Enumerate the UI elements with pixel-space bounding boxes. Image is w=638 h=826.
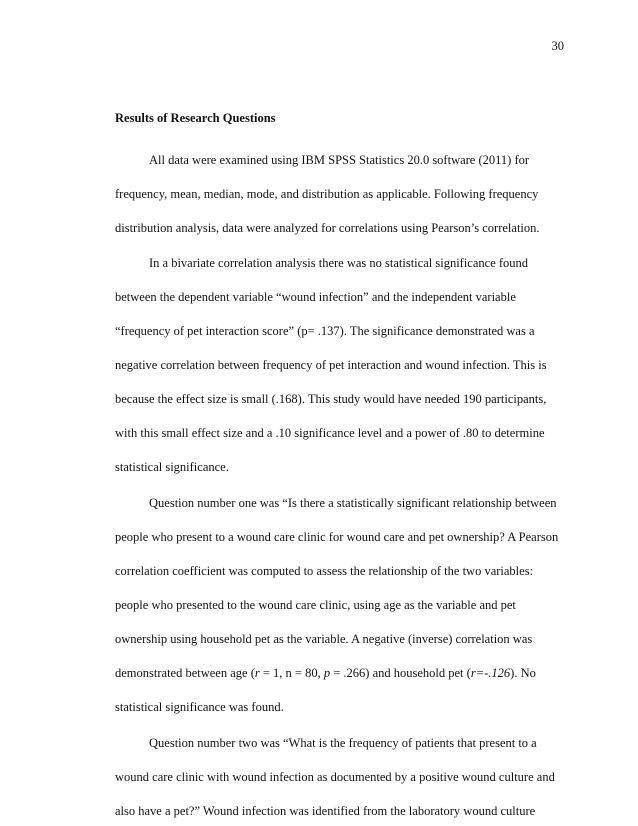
stat-text: ). No bbox=[510, 666, 536, 681]
paragraph-line: negative correlation between frequency of pet interaction and wound infection. This is bbox=[115, 358, 547, 373]
stat-symbol-r: r bbox=[254, 666, 260, 681]
paragraph-line: ownership using household pet as the variable. A negative (inverse) correlation was bbox=[115, 632, 533, 647]
paragraph-3 bbox=[115, 495, 559, 715]
body-text bbox=[115, 110, 559, 819]
paragraph-line: with this small effect size and a .10 significance level and a power of .80 to determine bbox=[115, 426, 545, 441]
paragraph-line: statistical significance was found. bbox=[115, 700, 284, 715]
paragraph-line: Question number two was “What is the frequency of patients that present to a bbox=[149, 736, 537, 751]
paragraph-line: because the effect size is small (.168). This study would have needed 190 participants, bbox=[115, 392, 547, 407]
paragraph-line: also have a pet?” Wound infection was identified from the laboratory wound culture bbox=[115, 804, 536, 819]
paragraph-line: Question number one was “Is there a statistically significant relationship between bbox=[149, 496, 557, 511]
paragraph-line: All data were examined using IBM SPSS Statistics 20.0 software (2011) for bbox=[149, 153, 530, 168]
paragraph-4 bbox=[115, 735, 555, 819]
paragraph-line: correlation coefficient was computed to assess the relationship of the two variables: bbox=[115, 564, 534, 579]
section-heading: Results of Research Questions bbox=[115, 111, 276, 125]
stat-text: = .266) and household pet ( bbox=[330, 666, 471, 681]
paragraph-line: people who presented to the wound care clinic, using age as the variable and pet bbox=[115, 598, 516, 613]
paragraph-2 bbox=[115, 255, 545, 475]
stat-symbol-r-value: r=-.126 bbox=[470, 666, 511, 681]
stat-text: = 1, n = 80, bbox=[259, 666, 324, 681]
paragraph-line: frequency, mean, median, mode, and distribution as applicable. Following frequency bbox=[115, 187, 539, 202]
paragraph-line: “frequency of pet interaction score” (p= .137). The significance demonstrated was a bbox=[115, 324, 535, 339]
paragraph-line: people who present to a wound care clinic for wound care and pet ownership? A Pearson bbox=[115, 530, 559, 545]
paragraph-line: distribution analysis, data were analyzed for correlations using Pearson’s correlation. bbox=[115, 221, 540, 236]
stat-symbol-p: p bbox=[323, 666, 331, 681]
paragraph-line: statistical significance. bbox=[115, 460, 229, 475]
paragraph-stat-line bbox=[115, 665, 545, 681]
paragraph-line: between the dependent variable “wound infection” and the independent variable bbox=[115, 290, 516, 305]
page-number: 30 bbox=[551, 39, 564, 53]
stat-text: demonstrated between age ( bbox=[115, 666, 255, 681]
paragraph-1 bbox=[115, 152, 545, 236]
paragraph-line: In a bivariate correlation analysis there was no statistical significance found bbox=[149, 256, 529, 271]
paragraph-line: wound care clinic with wound infection as documented by a positive wound culture and bbox=[115, 770, 555, 785]
